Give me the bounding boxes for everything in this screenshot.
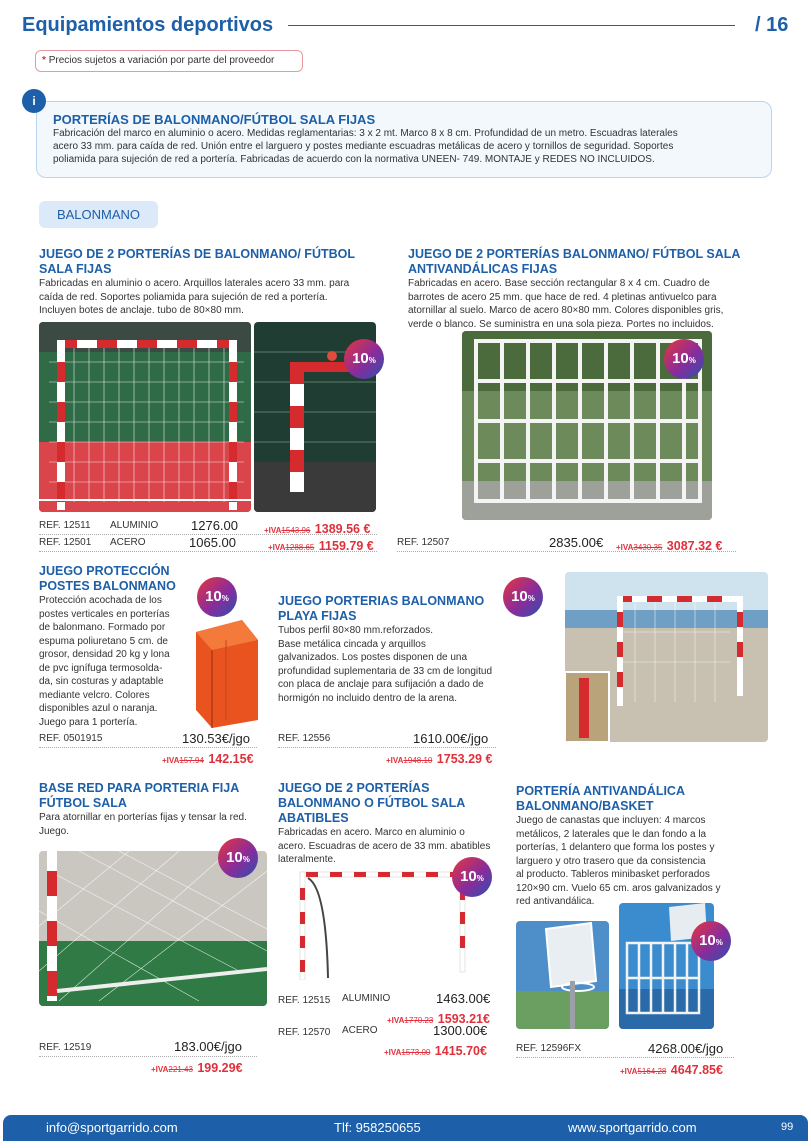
product-ref: REF. 0501915 bbox=[39, 733, 103, 744]
dotted-separator bbox=[39, 747, 257, 748]
product-photo bbox=[565, 572, 768, 742]
basket-board-image bbox=[516, 921, 609, 1029]
asterisk: * bbox=[42, 55, 46, 66]
product-price: 4268.00€/jgo bbox=[648, 1041, 724, 1056]
iva-price: +IVA5164.28 4647.85€ bbox=[620, 1063, 723, 1077]
product-material: ACERO bbox=[342, 1025, 378, 1036]
product-photo bbox=[186, 620, 264, 728]
iva-price: +IVA1573.00 1415.70€ bbox=[384, 1044, 487, 1058]
post-protector-image bbox=[186, 620, 264, 728]
footer bbox=[3, 1115, 808, 1141]
info-box bbox=[36, 101, 772, 178]
product-title: JUEGO PROTECCIÓN POSTES BALONMANO bbox=[39, 564, 176, 593]
product-ref: REF. 12507 bbox=[397, 537, 450, 548]
product-price: 1610.00€/jgo bbox=[413, 731, 489, 746]
info-title: PORTERÍAS DE BALONMANO/FÚTBOL SALA FIJAS bbox=[53, 112, 376, 127]
iva-price: +IVA1948.10 1753.29 € bbox=[386, 752, 493, 766]
product-description: Fabricadas en aluminio o acero. Arquillos laterales acero 33 mm. para caída de red. Soportes poliamida para sujeción de red a portería. Incluyen botes de anclaje. tubo de 80×80 mm. bbox=[39, 278, 350, 316]
price-disclaimer-text: Precios sujetos a variación por parte del proveedor bbox=[48, 55, 275, 66]
footer-page-number: 99 bbox=[781, 1121, 794, 1133]
product-ref: REF. 12511 bbox=[39, 520, 91, 531]
dotted-separator bbox=[397, 551, 736, 552]
product-price: 183.00€/jgo bbox=[174, 1039, 242, 1054]
dotted-separator bbox=[278, 747, 496, 748]
discount-badge: 10% bbox=[664, 339, 704, 379]
product-description: Fabricadas en acero. Marco en aluminio o acero. Escuadras de acero de 33 mm. abatibles lateralmente. bbox=[278, 827, 491, 865]
product-price: 1300.00€ bbox=[433, 1023, 488, 1038]
product-ref: REF. 12519 bbox=[39, 1042, 92, 1053]
product-description: Juego de canastas que incluyen: 4 marcos metálicos, 2 laterales que le dan fondo a la porterías, 1 delantero que forma los postes y larguero y otro trasero que da consistencia al producto. Tableros minibasket perforados 120×90 cm. Vuelo 65 cm. aros galvanizados y red antivandálica. bbox=[516, 815, 721, 907]
product-title: BASE RED PARA PORTERIA FIJA FÚTBOL SALA bbox=[39, 781, 240, 810]
discount-badge: 10% bbox=[197, 577, 237, 617]
product-description: Tubos perfil 80×80 mm.reforzados. Base metálica cincada y arquillos galvanizados. Los postes disponen de una profundidad suplementaria de 33 cm de longitud con placa de anclaje para sufijación a dado de hormigón no incluido dentro de la arena. bbox=[278, 625, 493, 704]
product-ref: REF. 12515 bbox=[278, 995, 331, 1006]
product-description: Fabricadas en acero. Base sección rectangular 8 x 4 cm. Cuadro de barrotes de acero 25 mm. que hace de red. 4 pletinas antivuelco para atornillar al suelo. Marco de acero 80×80 mm. Colores disponibles gris, verde o blanco. Se suministra en una sola pieza. Portes no incluidos. bbox=[408, 278, 724, 330]
product-title: PORTERÍA ANTIVANDÁLICA BALONMANO/BASKET bbox=[516, 784, 685, 813]
product-title: JUEGO DE 2 PORTERÍAS BALONMANO O FÚTBOL SALA ABATIBLES bbox=[278, 781, 466, 825]
iva-price: +IVA221.43 199.29€ bbox=[151, 1061, 243, 1075]
product-description: Para atornillar en porterías fijas y tensar la red. Juego. bbox=[39, 812, 247, 837]
info-line: poliamida para sujeción de red a portería. Fabricadas de acuerdo con la normativa UNEEN- 749. MONTAJE y REDES NO INCLUIDOS. bbox=[53, 154, 655, 165]
price-disclaimer bbox=[35, 50, 303, 72]
iva-price: +IVA157.94 142.15€ bbox=[162, 752, 254, 766]
product-title: JUEGO DE 2 PORTERÍAS DE BALONMANO/ FÚTBOL SALA FIJAS bbox=[39, 247, 355, 276]
product-material: ALUMINIO bbox=[110, 520, 159, 531]
product-price: 1065.00 bbox=[189, 535, 236, 550]
iva-price: +IVA1288.65 1159.79 € bbox=[268, 539, 374, 553]
page-title: Equipamientos deportivos bbox=[22, 14, 274, 36]
product-ref: REF. 12501 bbox=[39, 537, 92, 548]
goal-image bbox=[39, 322, 251, 512]
footer-website[interactable]: www.sportgarrido.com bbox=[568, 1120, 697, 1135]
product-ref: REF. 12596FX bbox=[516, 1043, 582, 1054]
discount-badge: 10% bbox=[218, 838, 258, 878]
section-number: / 16 bbox=[755, 14, 789, 36]
product-ref: REF. 12556 bbox=[278, 733, 331, 744]
product-title: JUEGO DE 2 PORTERÍAS BALONMANO/ FÚTBOL SALA ANTIVANDÁLICAS FIJAS bbox=[408, 247, 741, 276]
iva-price: +IVA1770.23 1593.21€ bbox=[387, 1012, 490, 1026]
product-price: 1463.00€ bbox=[436, 991, 491, 1006]
section-tag: BALONMANO bbox=[39, 201, 158, 228]
footer-email[interactable]: info@sportgarrido.com bbox=[46, 1120, 178, 1135]
info-line: acero 33 mm. para caída de red. Unión entre el larguero y postes mediante escuadras metálicas de acero y tornillos de seguridad. Soportes bbox=[53, 141, 674, 152]
info-icon: i bbox=[22, 89, 46, 113]
product-material: ALUMINIO bbox=[342, 993, 391, 1004]
product-ref: REF. 12570 bbox=[278, 1027, 331, 1038]
discount-badge: 10% bbox=[691, 921, 731, 961]
product-photo bbox=[39, 322, 251, 512]
product-price: 1276.00 bbox=[191, 518, 238, 533]
discount-badge: 10% bbox=[503, 577, 543, 617]
discount-badge: 10% bbox=[344, 339, 384, 379]
footer-phone[interactable]: Tlf: 958250655 bbox=[334, 1120, 421, 1135]
info-line: Fabricación del marco en aluminio o acero. Medidas reglamentarias: 3 x 2 mt. Marco 8 x 8 cm. Profundidad de un metro. Escuadras laterales bbox=[53, 128, 678, 139]
product-material: ACERO bbox=[110, 537, 146, 548]
dotted-separator bbox=[516, 1057, 734, 1058]
iva-price: +IVA1543.96 1389.56 € bbox=[264, 522, 371, 536]
product-photo bbox=[516, 921, 609, 1029]
product-description: Protección acochada de los postes verticales en porterías de balonmano. Formado por espuma poliuretano 5 cm. de grosor, densidad 20 kg y lona de pvc ignífuga termosolda- da, sin costuras y adaptable mediante velcro. Colores disponibles azul o naranja. Juego para 1 portería. bbox=[39, 595, 170, 728]
dotted-separator bbox=[39, 551, 377, 552]
antivandal-basket-image bbox=[619, 903, 714, 1029]
discount-badge: 10% bbox=[452, 857, 492, 897]
product-price: 130.53€/jgo bbox=[182, 731, 250, 746]
product-photo bbox=[619, 903, 714, 1029]
header-divider bbox=[288, 25, 735, 26]
product-title: JUEGO PORTERIAS BALONMANO PLAYA FIJAS bbox=[278, 594, 485, 623]
iva-price: +IVA3430.35 3087.32 € bbox=[616, 539, 723, 553]
dotted-separator bbox=[39, 1056, 257, 1057]
product-price: 2835.00€ bbox=[549, 535, 604, 550]
beach-goal-image bbox=[565, 572, 768, 742]
